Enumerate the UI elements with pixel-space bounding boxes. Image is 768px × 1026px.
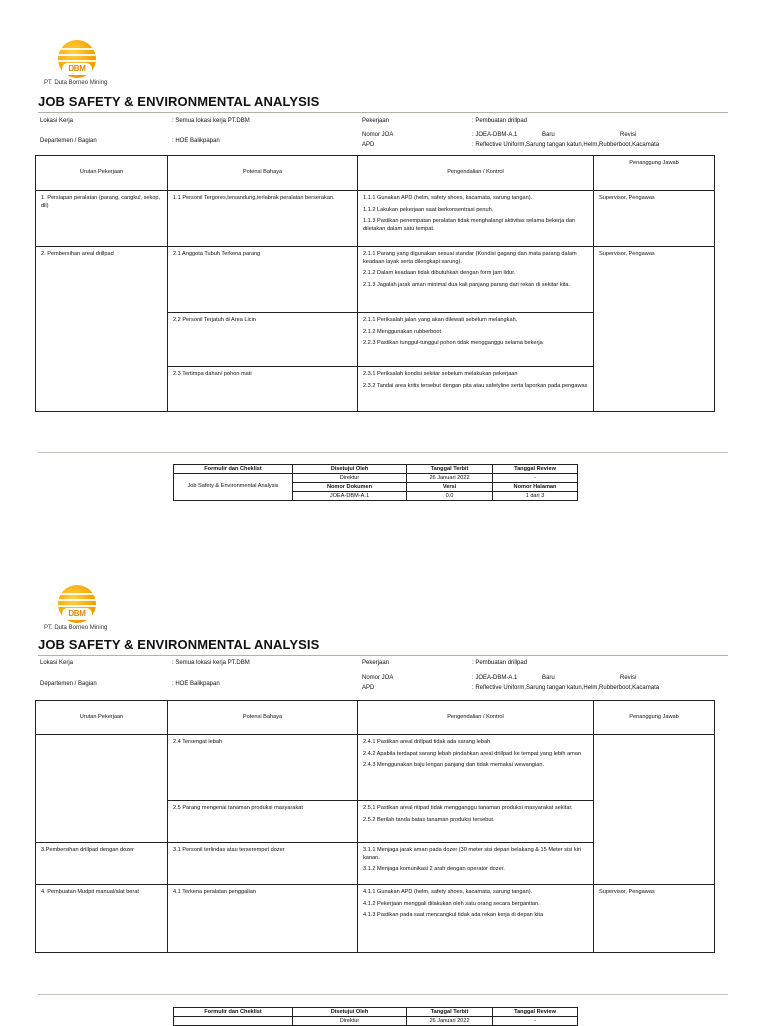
col-header-urutan: Urutan Pekerjaan: [36, 156, 168, 191]
kontrol-item: 2.4.1 Pastikan areal drillpad tidak ada sarang lebah: [363, 739, 491, 745]
apd-label: APD: [362, 685, 375, 691]
pekerjaan-value: : Pembuatan drillpad: [472, 660, 528, 666]
urutan-cell: 4. Pembuatan Mudpit manual/alat berat: [36, 885, 168, 953]
table-row: [36, 247, 715, 313]
nomor-joa-label: Nomor JOA: [362, 675, 394, 681]
footer-h-formulir: Formulir dan Cheklist: [174, 1008, 293, 1017]
urutan-cell: 2. Pembersihan areal drillpad: [36, 247, 168, 412]
pj-cell: [594, 735, 715, 885]
departemen-label: Departemen / Bagian: [40, 138, 97, 144]
nomor-joa-value: : JOEA-DBM-A.1: [472, 675, 518, 681]
footer-h-nomor-dok: Nomor Dokumen: [293, 483, 407, 492]
col-header-urutan: Urutan Pekerjaan: [36, 701, 168, 735]
document-page-2: [0, 545, 768, 1024]
footer-terbit-value: 26 Januari 2022: [407, 474, 493, 483]
potensi-cell: 1.1 Personil Tergores,tersandung,terlabrak peralatan berserakan.: [168, 191, 358, 247]
kontrol-item: 2.4.2 Apabila terdapat sarang lebah pindahkan areal drillpad ke tempat yang lebih aman: [363, 750, 581, 757]
urutan-cell: [36, 735, 168, 843]
kontrol-item: 3.1.1 Menjaga jarak aman pada dozer (30 meter sisi depan belakang & 15 Meter sisi kiri kanan.: [363, 847, 581, 861]
apd-value: : Reflective Uniform,Sarung tangan katun,Helm,Rubberboot,Kacamata: [472, 685, 660, 691]
footer-h-formulir: Formulir dan Cheklist: [174, 465, 293, 474]
footer-h-review: Tanggal Review: [493, 465, 578, 474]
footer-h-versi: Versi: [407, 483, 493, 492]
kontrol-item: 1.1.3 Pastikan penempatan peralatan tidak menghalangi aktivitas selama bekerja dan diletakan dalam satu tempat.: [363, 218, 576, 232]
pekerjaan-value: : Pembuatan drillpad: [472, 118, 528, 124]
kontrol-cell: [358, 843, 594, 885]
footer-h-review: Tanggal Review: [493, 1008, 578, 1017]
kontrol-item: 2.1.2 Menggunakan rubberboot: [363, 328, 442, 335]
kontrol-item: 2.3.2 Tandai area kritis tersebut dengan pita atau safetyline serta laporkan pada pengawas: [363, 382, 588, 389]
kontrol-item: 4.1.2 Pekerjaan menggali dilakukan oleh satu orang secara bergantian.: [363, 900, 540, 907]
departemen-value: : HOE Balikpapan: [172, 681, 220, 687]
footer-divider: [38, 452, 728, 453]
company-logo: [44, 40, 122, 92]
footer-direktur: Direktur: [293, 474, 407, 483]
lokasi-label: Lokasi Kerja: [40, 118, 74, 124]
pj-cell: Supervisor, Pengawas: [594, 191, 715, 247]
kontrol-item: 2.1.2 Dalam keadaan tidak dibutuhkan dengan form jam lidur.: [363, 270, 516, 277]
potensi-cell: 4.1 Terkena peralatan penggalian: [168, 885, 358, 953]
apd-label: APD: [362, 142, 375, 148]
nomor-joa-label: Nomor JOA: [362, 132, 394, 138]
table-row: [36, 191, 715, 247]
baru-label: Baru: [542, 132, 555, 138]
col-header-potensi: Potensi Bahaya: [168, 156, 358, 191]
kontrol-item: 4.1.1 Gunakan APD (helm, safety shoes, kacamata, sarung tangan).: [363, 889, 533, 895]
urutan-cell: 3.Pembersihan drillpad dengan dozer: [36, 843, 168, 885]
footer-direktur: Direktur: [293, 1017, 407, 1026]
footer-divider: [38, 994, 728, 995]
kontrol-cell: [358, 885, 594, 953]
company-logo: [44, 585, 122, 637]
potensi-cell: 2.4 Tersengat lebah: [168, 735, 358, 801]
kontrol-item: 2.4.3 Menggunakan baju lengan panjang dan tidak memakai wewangian.: [363, 762, 544, 769]
col-header-kontrol: Pengendalian / Kontrol: [358, 701, 594, 735]
footer-h-disetujui: Disetujui Oleh: [293, 1008, 407, 1017]
potensi-cell: 2.5 Parang mengenai tanaman produksi masyarakat: [168, 801, 358, 843]
col-header-kontrol: Pengendalian / Kontrol: [358, 156, 594, 191]
footer-review-value: -: [493, 1017, 578, 1026]
kontrol-cell: [358, 801, 594, 843]
kontrol-cell: [358, 735, 594, 801]
footer-review-value: -: [493, 474, 578, 483]
title-divider: [38, 112, 728, 113]
jsea-table: [35, 155, 715, 412]
footer-form-name: Job Safety & Environmental Analysis: [174, 474, 293, 501]
lokasi-value: : Semua lokasi kerja PT.DBM: [172, 660, 250, 666]
col-header-potensi: Potensi Bahaya: [168, 701, 358, 735]
kontrol-cell: [358, 247, 594, 313]
pj-cell: Supervisor, Pengawas: [594, 885, 715, 953]
kontrol-item: 2.1.1 Parang yang digunakan sesuai standar (Kondisi gagang dan mata parang dalam keadaan layak serta dilengkapi sarung).: [363, 251, 577, 265]
footer-terbit-value: 26 Januari 2022: [407, 1017, 493, 1026]
footer-table: [173, 1007, 578, 1026]
table-row: [36, 885, 715, 953]
lokasi-value: : Semua lokasi kerja PT.DBM: [172, 118, 250, 124]
col-header-pj: Penanggung Jawab: [594, 156, 715, 191]
pekerjaan-label: Pekerjaan: [362, 660, 390, 666]
kontrol-item: 2.5.2 Berilah tanda batas tanaman produksi tersebut.: [363, 816, 495, 823]
logo-mark: DBM: [62, 63, 92, 75]
title-divider: [38, 655, 728, 656]
kontrol-item: 1.1.2 Lakukan pekerjaan saat berkonsentrasi penuh.: [363, 206, 494, 213]
urutan-cell: 1. Persiapan peralatan (parang, cangkul, sekop, dll): [36, 191, 168, 247]
footer-h-terbit: Tanggal Terbit: [407, 1008, 493, 1017]
footer-nomor-dok-value: JOEA-DBM-A.1: [293, 492, 407, 501]
company-name: PT. Duta Borneo Mining: [44, 625, 108, 631]
kontrol-cell: [358, 313, 594, 367]
company-name: PT. Duta Borneo Mining: [44, 80, 108, 86]
document-title: JOB SAFETY & ENVIRONMENTAL ANALYSIS: [38, 637, 320, 652]
kontrol-cell: [358, 191, 594, 247]
kontrol-item: 4.1.3 Pastikan pada saat mencangkul tidak ada rekan kerja di depan kita: [363, 912, 544, 919]
nomor-joa-value: : JOEA-DBM-A.1: [472, 132, 518, 138]
revisi-label: Revisi: [620, 675, 637, 681]
jsea-table: [35, 700, 715, 953]
revisi-label: Revisi: [620, 132, 637, 138]
table-header-row: [36, 701, 715, 735]
potensi-cell: 2.1 Anggota Tubuh Terkena parang: [168, 247, 358, 313]
lokasi-label: Lokasi Kerja: [40, 660, 74, 666]
kontrol-cell: [358, 367, 594, 412]
footer-h-disetujui: Disetujui Oleh: [293, 465, 407, 474]
kontrol-item: 2.3.1 Periksalah kondisi sekitar sebelum melakukan pekerjaan: [363, 371, 518, 377]
pekerjaan-label: Pekerjaan: [362, 118, 390, 124]
col-header-pj: Penanggung Jawab: [594, 701, 715, 735]
kontrol-item: 3.1.2 Menjaga komunikasi 2 arah dengan operator dozer.: [363, 866, 505, 873]
kontrol-item: 2.1.1 Periksalah jalan yang akan dilewati sebelum melangkah.: [363, 317, 518, 323]
table-header-row: [36, 156, 715, 191]
baru-label: Baru: [542, 675, 555, 681]
footer-h-terbit: Tanggal Terbit: [407, 465, 493, 474]
footer-table: [173, 464, 578, 501]
kontrol-item: 2.2.3 Pastikan tunggul-tunggul pohon tidak mengganggu selama bekerja: [363, 340, 543, 347]
footer-form-name: [174, 1017, 293, 1026]
document-title: JOB SAFETY & ENVIRONMENTAL ANALYSIS: [38, 94, 320, 109]
table-row: [36, 735, 715, 801]
potensi-cell: 2.3 Tertimpa dahan/ pohon mati: [168, 367, 358, 412]
kontrol-item: 2.5.1 Pastikan areal ritipad tidak mengganggu tanaman produksi masyarakat sekitar.: [363, 805, 573, 811]
apd-value: : Reflective Uniform,Sarung tangan katun,Helm,Rubberboot,Kacamata: [472, 142, 660, 148]
pj-cell: Supervisor, Pengawas: [594, 247, 715, 412]
potensi-cell: 2.2 Personil Terjatuh di Area Licin: [168, 313, 358, 367]
departemen-value: : HOE Balikpapan: [172, 138, 220, 144]
kontrol-item: 1.1.1 Gunakan APD (helm, safety shoes, kacamata, sarung tangan).: [363, 195, 533, 201]
potensi-cell: 3.1 Personil terlindas atau terserempet dozer: [168, 843, 358, 885]
logo-mark: DBM: [62, 608, 92, 620]
footer-halaman-value: 1 dari 3: [493, 492, 578, 501]
footer-h-halaman: Nomor Halaman: [493, 483, 578, 492]
footer-versi-value: 0.0: [407, 492, 493, 501]
departemen-label: Departemen / Bagian: [40, 681, 97, 687]
kontrol-item: 2.1.3 Jagalah jarak aman minimal dua kali panjang parang dari rekan di sekitar kita.: [363, 281, 571, 288]
